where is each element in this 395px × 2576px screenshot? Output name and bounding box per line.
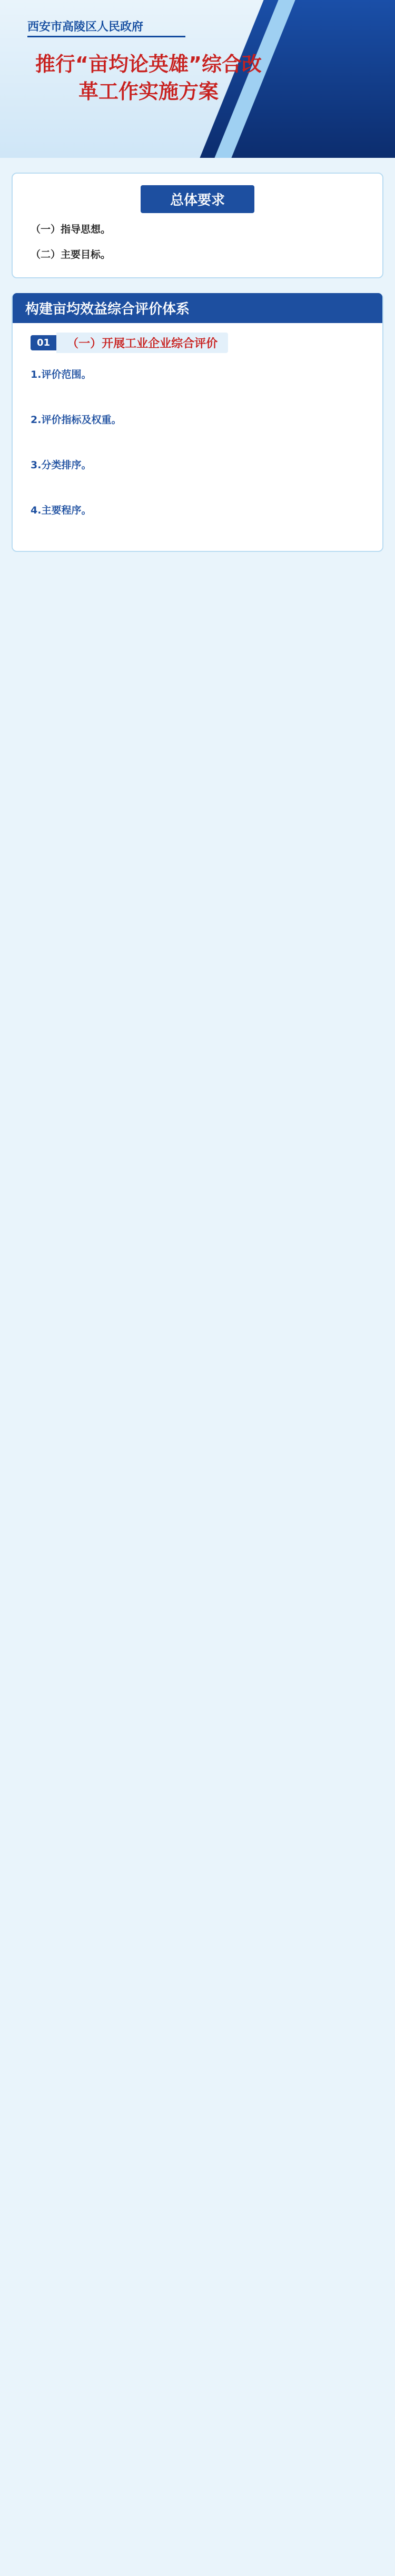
section-general-requirements [12,173,383,278]
subsection-number: 01 [31,335,56,350]
subsection-header [13,323,382,356]
guiding-ideology-lead: （一）指导思想。 [31,224,111,235]
item-title: 4.主要程序。 [31,505,92,516]
section-header [13,294,382,323]
main-goals-paragraph [13,246,382,264]
section-evaluation-system [12,293,383,552]
guiding-ideology-paragraph [13,220,382,238]
item-text [13,436,382,447]
header-banner [0,0,395,158]
document-title: 推行“亩均论英雄”综合改革工作实施方案 [35,53,262,103]
section-heading: 总体要求 [141,185,254,213]
item-title: 3.分类排序。 [31,459,92,471]
subsection-title: （一）开展工业企业综合评价 [56,333,228,353]
item-text [13,391,382,401]
main-goals-lead: （二）主要目标。 [31,249,111,260]
page-bottom-spacer [0,552,395,573]
government-name: 西安市高陵区人民政府 [27,21,144,34]
item-text [13,481,382,492]
item-title: 2.评价指标及权重。 [31,414,122,426]
item-title: 1.评价范围。 [31,369,92,380]
item-text [13,527,382,537]
section-heading: 构建亩均效益综合评价体系 [13,293,382,323]
section-header [13,174,382,213]
banner-divider [27,36,185,37]
